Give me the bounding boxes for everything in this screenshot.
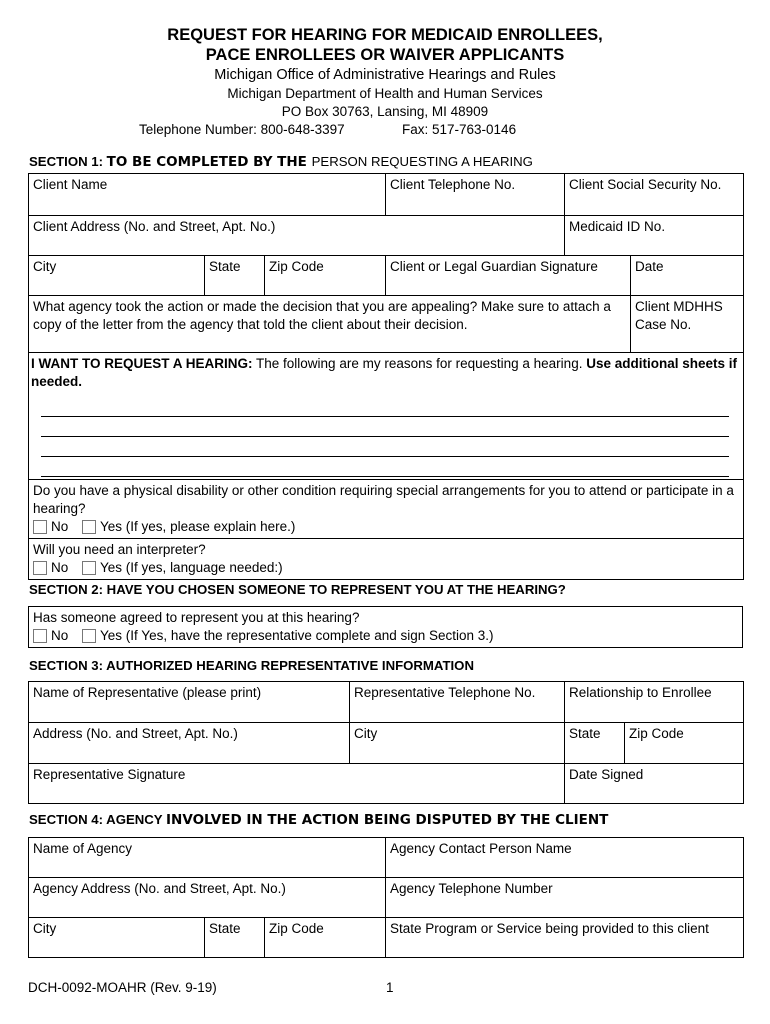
representative-question-text: Has someone agreed to represent you at this hearing?: [33, 610, 360, 625]
page-number: 1: [386, 980, 394, 995]
client-date-field[interactable]: Date: [631, 256, 744, 296]
form-title-line1: REQUEST FOR HEARING FOR MEDICAID ENROLLEES,: [167, 26, 603, 44]
disability-question-text: Do you have a physical disability or other condition requiring special arrangements for you to attend or participate in a hearing?: [33, 483, 734, 516]
hearing-reasons-label: I WANT TO REQUEST A HEARING: The following are my reasons for requesting a hearing. Use additional sheets if needed.: [31, 356, 737, 389]
client-city-field[interactable]: City: [29, 256, 205, 296]
hearing-reasons-field[interactable]: [29, 353, 744, 480]
reason-line[interactable]: [41, 437, 729, 457]
disability-no-checkbox[interactable]: [33, 520, 47, 534]
client-ssn-field[interactable]: Client Social Security No.: [565, 174, 744, 216]
section3-heading: SECTION 3: AUTHORIZED HEARING REPRESENTATIVE INFORMATION: [29, 658, 474, 673]
section1-table: [28, 173, 744, 580]
reason-line[interactable]: [41, 417, 729, 437]
section2-heading: SECTION 2: HAVE YOU CHOSEN SOMEONE TO REPRESENT YOU AT THE HEARING?: [29, 582, 566, 597]
agency-telephone-field[interactable]: Agency Telephone Number: [386, 878, 744, 918]
office-name: Michigan Office of Administrative Hearings and Rules: [214, 67, 556, 83]
section3-table: [28, 681, 744, 804]
representative-yes-checkbox[interactable]: [82, 629, 96, 643]
agency-name-field[interactable]: Name of Agency: [29, 838, 386, 878]
rep-name-field[interactable]: Name of Representative (please print): [29, 682, 350, 723]
agency-state-field[interactable]: State: [205, 918, 265, 958]
representative-no-checkbox[interactable]: [33, 629, 47, 643]
section4-heading: SECTION 4: AGENCY INVOLVED IN THE ACTION BEING DISPUTED BY THE CLIENT: [29, 812, 609, 828]
interpreter-no-checkbox[interactable]: [33, 561, 47, 575]
client-state-field[interactable]: State: [205, 256, 265, 296]
client-name-field[interactable]: Client Name: [29, 174, 386, 216]
rep-zip-field[interactable]: Zip Code: [625, 723, 744, 764]
representative-yes-label: Yes (If Yes, have the representative complete and sign Section 3.): [100, 628, 494, 643]
agency-contact-field[interactable]: Agency Contact Person Name: [386, 838, 744, 878]
interpreter-no-label: No: [51, 560, 69, 575]
mailing-address: PO Box 30763, Lansing, MI 48909: [281, 104, 489, 119]
agency-address-field[interactable]: Agency Address (No. and Street, Apt. No.): [29, 878, 386, 918]
disability-no-label: No: [51, 519, 69, 534]
agency-question-field[interactable]: What agency took the action or made the decision that you are appealing? Make sure to attach a copy of the letter from the agency that told the client about their decision.: [29, 296, 631, 353]
department-name: Michigan Department of Health and Human Services: [227, 86, 543, 101]
interpreter-question-field: [29, 539, 744, 580]
representative-question-field: [29, 607, 743, 648]
rep-address-field[interactable]: Address (No. and Street, Apt. No.): [29, 723, 350, 764]
rep-relationship-field[interactable]: Relationship to Enrollee: [565, 682, 744, 723]
section2-table: [28, 606, 743, 648]
interpreter-yes-label: Yes (If yes, language needed:): [100, 560, 283, 575]
rep-date-signed-field[interactable]: Date Signed: [565, 764, 744, 804]
disability-yes-label: Yes (If yes, please explain here.): [100, 519, 296, 534]
rep-telephone-field[interactable]: Representative Telephone No.: [350, 682, 565, 723]
interpreter-question-text: Will you need an interpreter?: [33, 542, 206, 557]
medicaid-id-field[interactable]: Medicaid ID No.: [565, 216, 744, 256]
section1-heading: SECTION 1: TO BE COMPLETED BY THE PERSON REQUESTING A HEARING: [29, 154, 533, 170]
agency-program-field[interactable]: State Program or Service being provided to this client: [386, 918, 744, 958]
client-signature-field[interactable]: Client or Legal Guardian Signature: [386, 256, 631, 296]
rep-city-field[interactable]: City: [350, 723, 565, 764]
reason-line[interactable]: [41, 457, 729, 477]
agency-city-field[interactable]: City: [29, 918, 205, 958]
client-zip-field[interactable]: Zip Code: [265, 256, 386, 296]
rep-signature-field[interactable]: Representative Signature: [29, 764, 565, 804]
interpreter-yes-checkbox[interactable]: [82, 561, 96, 575]
form-number: DCH-0092-MOAHR (Rev. 9-19): [28, 980, 217, 995]
form-title-line2: PACE ENROLLEES OR WAIVER APPLICANTS: [205, 46, 565, 64]
rep-state-field[interactable]: State: [565, 723, 625, 764]
disability-question-field: [29, 480, 744, 539]
telephone-number: Telephone Number: 800-648-3397: [139, 122, 345, 137]
client-telephone-field[interactable]: Client Telephone No.: [386, 174, 565, 216]
fax-number: Fax: 517-763-0146: [402, 122, 517, 137]
representative-no-label: No: [51, 628, 69, 643]
case-number-field[interactable]: Client MDHHS Case No.: [631, 296, 744, 353]
disability-yes-checkbox[interactable]: [82, 520, 96, 534]
client-address-field[interactable]: Client Address (No. and Street, Apt. No.): [29, 216, 565, 256]
agency-zip-field[interactable]: Zip Code: [265, 918, 386, 958]
reason-line[interactable]: [41, 397, 729, 417]
section4-table: [28, 837, 744, 958]
